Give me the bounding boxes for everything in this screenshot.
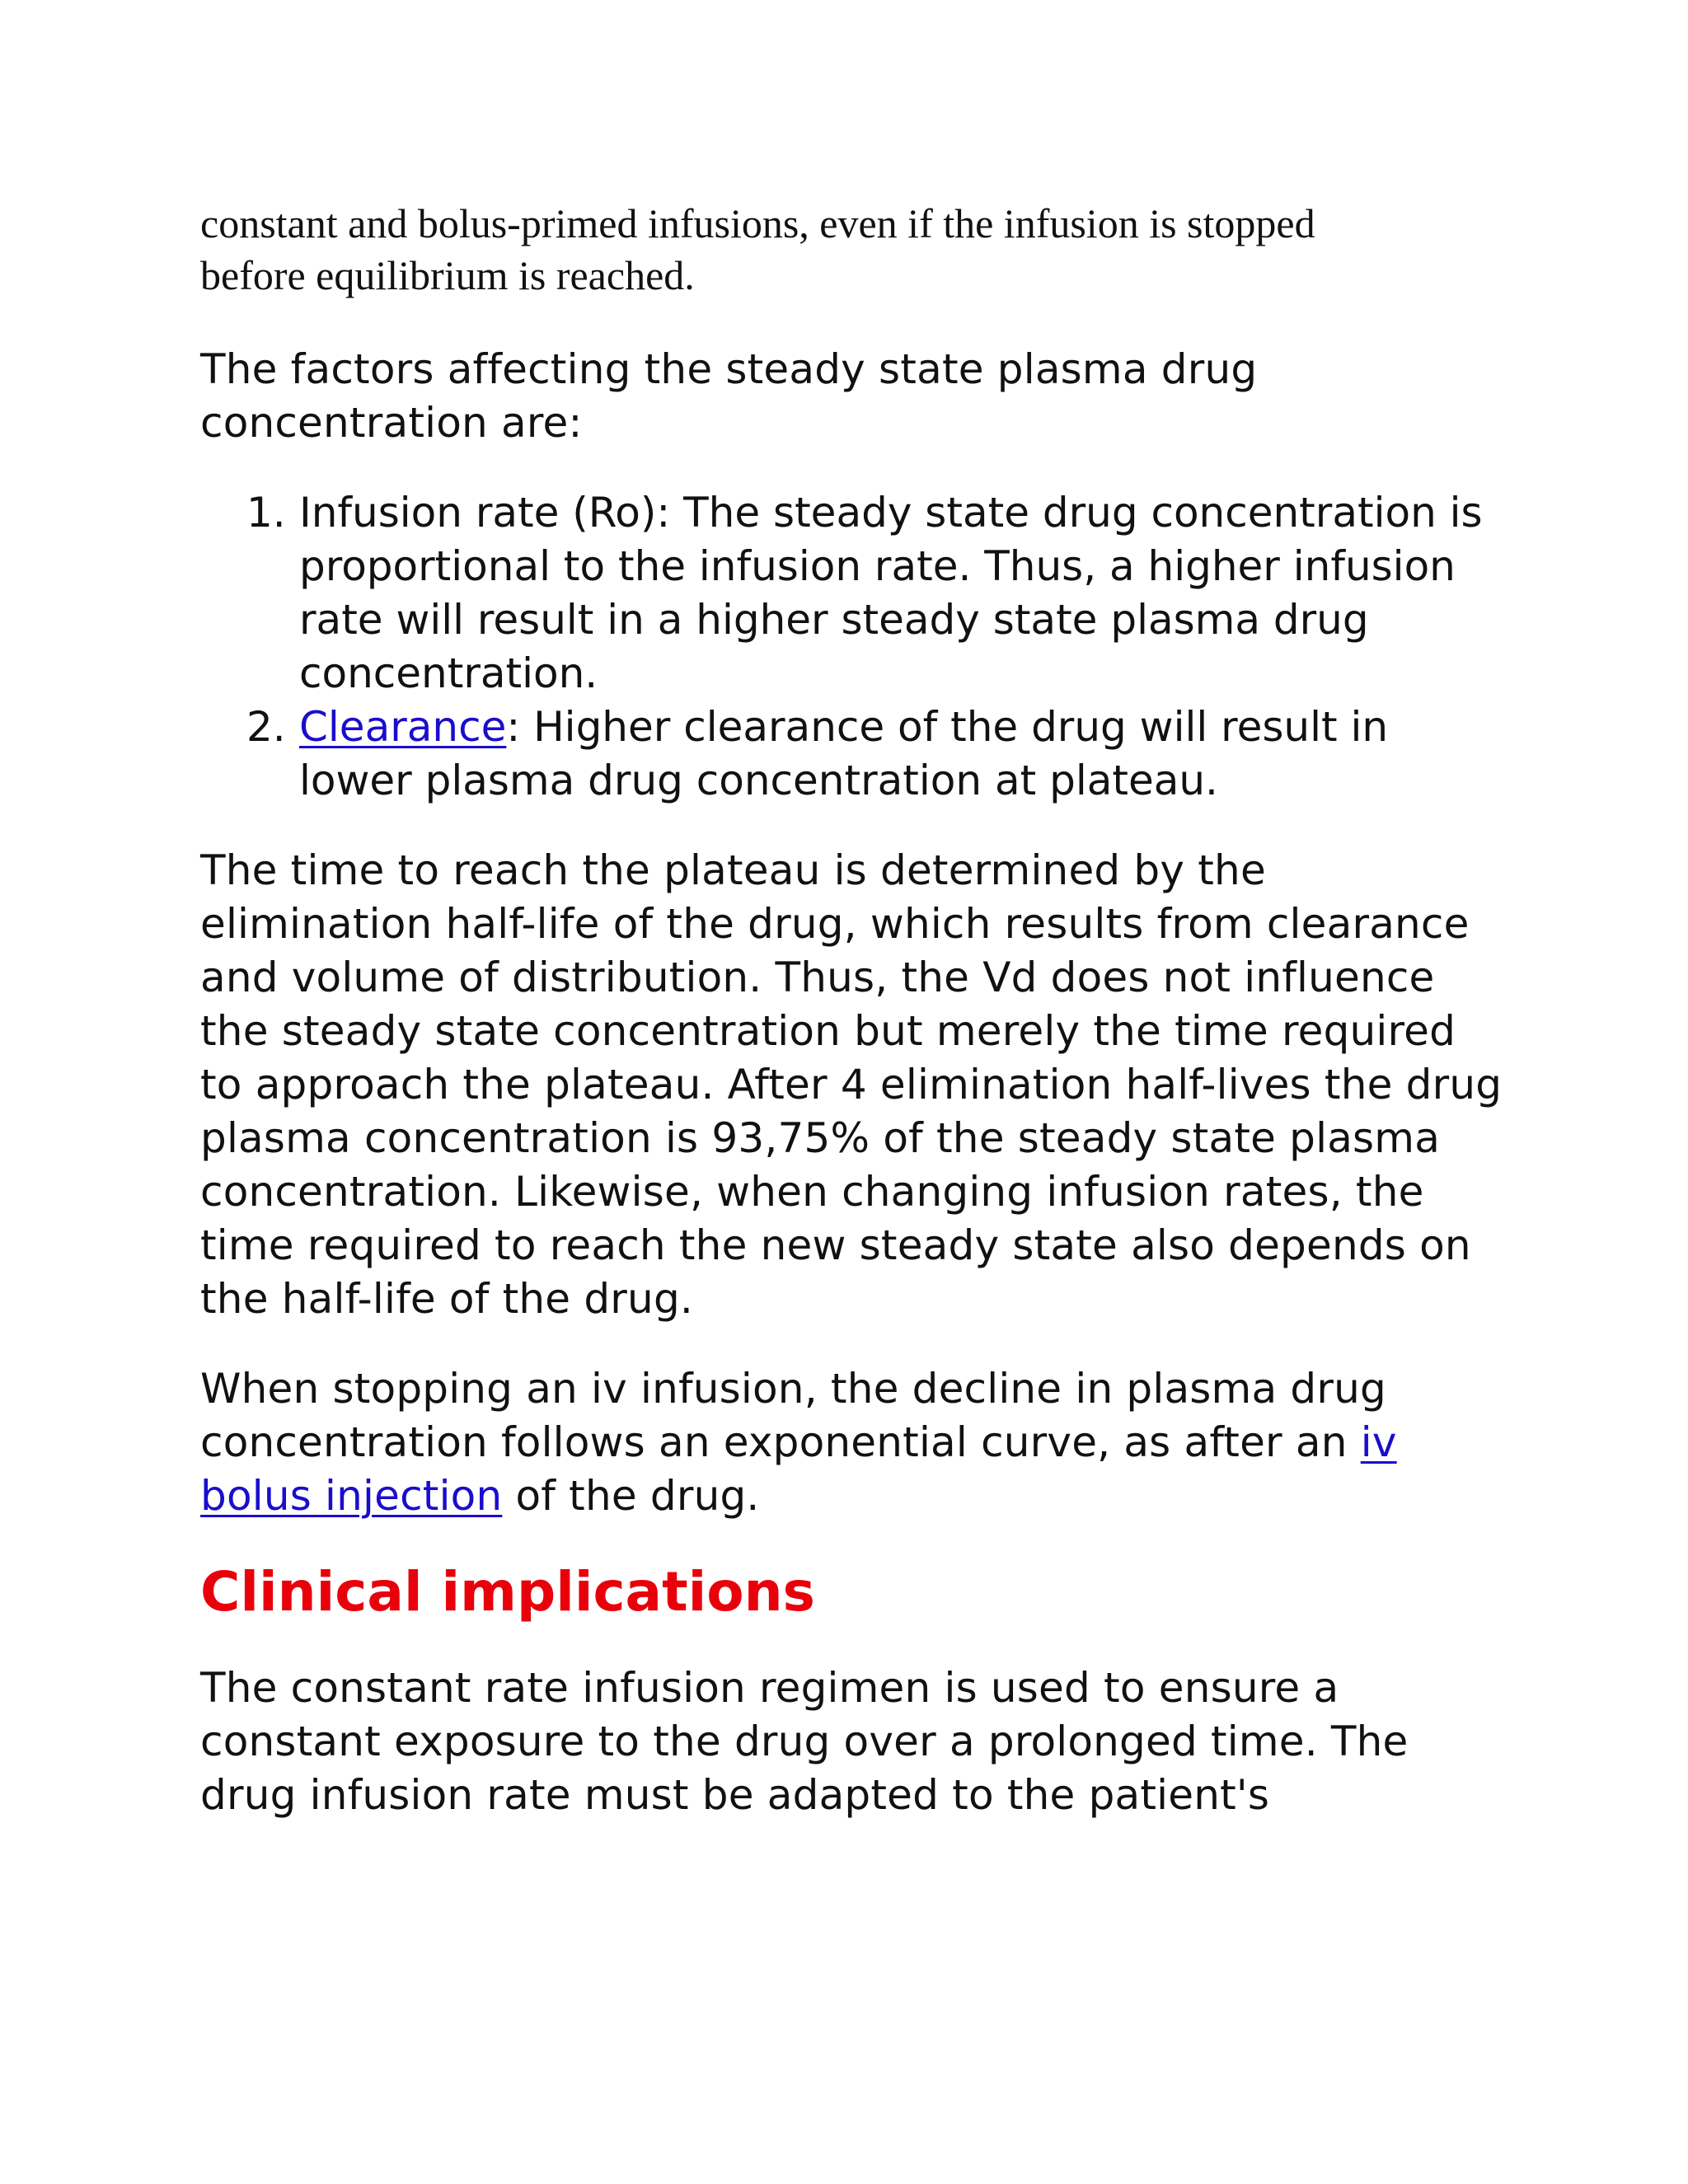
plateau-paragraph: The time to reach the plateau is determined by the elimination half-life of the drug, which results from clearance and volume of distribution. Thus, the Vd does not influence the steady state concentration but merely the time required to approach the plateau. After 4 elimination half-lives the drug plasma concentration is 93,75% of the steady state plasma concentration. Likewise, when changing infusion rates, the time required to reach the new steady state also depends on the half-life of the drug. (200, 846, 1503, 1323)
list-item (200, 701, 1503, 808)
factors-list (200, 486, 1503, 808)
list-item (200, 486, 1503, 701)
intro-paragraph (200, 198, 1503, 302)
factors-intro-paragraph: The factors affecting the steady state plasma drug concentration are: (200, 345, 1258, 447)
list-item-number: 1. (246, 489, 286, 537)
list-item-text: : Higher clearance of the drug will result in lower plasma drug concentration at plateau. (299, 703, 1389, 804)
clinical-paragraph: The constant rate infusion regimen is used to ensure a constant exposure to the drug over a prolonged time. The drug infusion rate must be adapted to the patient's (200, 1664, 1409, 1819)
list-item-number: 2. (246, 703, 286, 751)
document-content (200, 198, 1503, 1858)
stopping-paragraph (200, 1362, 1503, 1523)
stopping-text-after: of the drug. (502, 1472, 760, 1520)
stopping-text-before: When stopping an iv infusion, the decline in plasma drug concentration follows an exponential curve, as after an (200, 1365, 1386, 1466)
intro-line-1: constant and bolus-primed infusions, even if the infusion is stopped (200, 200, 1315, 246)
clinical-implications-heading: Clinical implications (200, 1560, 815, 1624)
list-item-text: Infusion rate (Ro): The steady state drug concentration is proportional to the infusion rate. Thus, a higher infusion rate will result in a higher steady state plasma drug concentration. (299, 489, 1483, 697)
intro-line-2: before equilibrium is reached. (200, 252, 695, 298)
clearance-link[interactable]: Clearance (299, 703, 507, 751)
iv-bolus-injection-link[interactable]: iv bolus injection (200, 1418, 1397, 1520)
